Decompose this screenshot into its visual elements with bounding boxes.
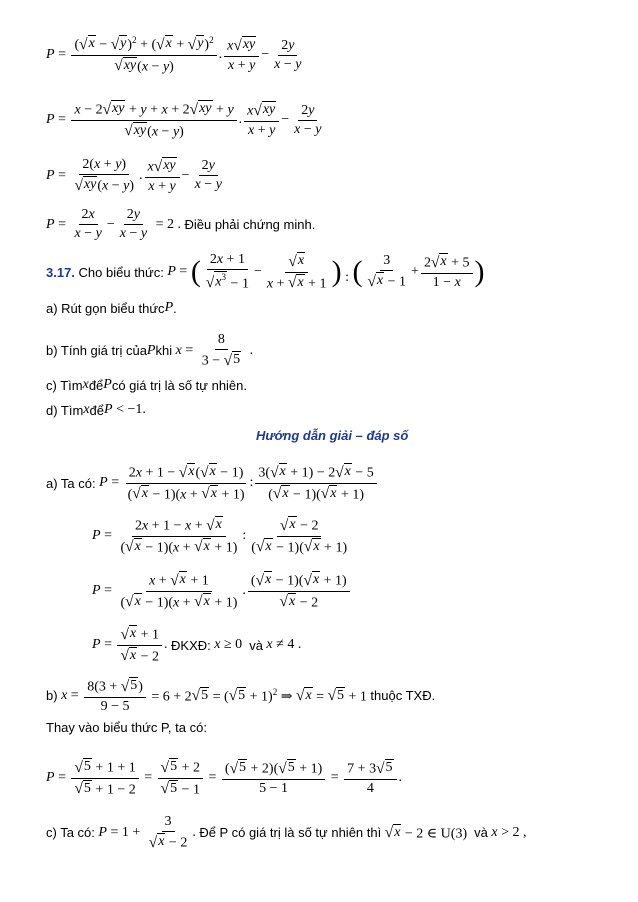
problem-intro: Cho biểu thức:: [78, 264, 164, 280]
problem-statement: 3.17. Cho biểu thức: P = ( 2x + 1 √ $x^3$ − 1 − √ x x + √ x + 1 ) : ( 3 √ x − 1 + 2 √ x + 5 1 − x ): [46, 252, 485, 292]
conclusion-text: Điều phải chứng minh.: [184, 217, 316, 232]
equation-line-4: P = $\frac{2x}{x - y}$ − $\frac{2y}{x - y}$ = 2 . Điều phải chứng minh.: [46, 207, 316, 241]
question-d: d) Tìm x để P < −1.: [46, 402, 146, 418]
question-b: b) Tính giá trị của P khi x = 8 3 − √ 5 .: [46, 332, 254, 369]
and-label: và: [249, 637, 263, 653]
var-p: P: [103, 377, 112, 392]
solution-a-line-4: P = √ x + 1 √ x − 2 . ĐKXĐ: x ≥ 0 và x ≠ 4 .: [92, 625, 302, 665]
solution-b-line: b) x = 8(3 + √ 5 ) 9 − 5 = 6 + 2 √ 5 = ( √ 5 + 1)$^2$ ⇒ √ x = √ 5 + 1 thuộc TXĐ.: [46, 677, 436, 714]
solution-b-substitute: P = √ 5 + 1 + 1 √ 5 + 1 − 2 = √ 5 + 2 √ 5 − 1 = ( √ 5 + 2)( √ 5 + 1) 5 − 1 = 7 + 3 √ 5 4 .: [46, 758, 403, 798]
solution-a-line-3: P = x + √ x + 1 ( √ x − 1)(x + √ x + 1) . ( √ x − 1)( √ x + 1) √ x − 2: [92, 571, 352, 611]
solution-c-and: và: [474, 825, 488, 841]
problem-number: 3.17.: [46, 264, 75, 280]
b-domain-text: thuộc TXĐ.: [370, 688, 436, 704]
solution-heading: Hướng dẫn giải – đáp số: [256, 428, 409, 443]
solution-c-text: Để P có giá trị là số tự nhiên thì: [199, 825, 382, 841]
var-p: P: [164, 300, 174, 315]
solution-a-line-2: P = 2x + 1 − x + √ x ( √ x − 1)(x + √ x + 1) : √ x − 2 ( √ x − 1)( √ x + 1): [92, 516, 348, 556]
solution-a-intro: a) Ta có:: [46, 475, 96, 491]
question-d-text: d) Tìm: [46, 402, 84, 418]
solution-c-line: c) Ta có: P = 1 + 3 √ x − 2 . Để P có giá trị là số tự nhiên thì √ x − 2 ∈ U(3) và x > 2 ,: [46, 814, 527, 851]
equation-line-3: P = 2(x + y) √ xy (x − y) . x √ xy x + y − $\frac{2y}{x - y}$: [46, 157, 222, 194]
question-c-mid: để: [88, 377, 104, 393]
var-x: x: [83, 402, 90, 417]
dkxd-label: ĐKXĐ:: [171, 637, 211, 653]
question-c-text: c) Tìm: [46, 377, 83, 393]
substitute-text: Thay vào biểu thức P, ta có:: [46, 720, 207, 735]
var-p: P: [146, 342, 156, 358]
question-b-text: b) Tính giá trị của: [46, 343, 147, 359]
var-x: x: [82, 377, 89, 392]
question-d-mid: để: [89, 402, 105, 418]
question-a-text: a) Rút gọn biểu thức: [46, 300, 165, 316]
question-b-when: khi: [155, 343, 173, 359]
question-c: [46, 377, 247, 393]
equation-line-2: P = x − 2 √ xy + y + x + 2 √ xy + y √ xy (x − y) . x √ xy x + y − $\frac{2y}{x - y}$: [46, 100, 322, 140]
equation-line-1: P = ( √ x − √ y )$^2$ + ( √ x + √ y )$^2$ √ xy (x − y) . x √ xy x + y − $\frac{2y}{x - y}$: [46, 35, 302, 75]
solution-a-line-1: a) Ta có: P = 2x + 1 − √ x ( √ x − 1) ( √ x − 1)(x + √ x + 1) : 3( √ x + 1) − 2 √ x − 5 ( √ x − 1)( √ x + 1): [46, 463, 379, 503]
question-a: a) Rút gọn biểu thức P .: [46, 300, 177, 316]
solution-c-intro: c) Ta có:: [46, 825, 95, 841]
solution-b-intro: b): [46, 688, 58, 704]
question-c-end: có giá trị là số tự nhiên.: [111, 377, 248, 393]
